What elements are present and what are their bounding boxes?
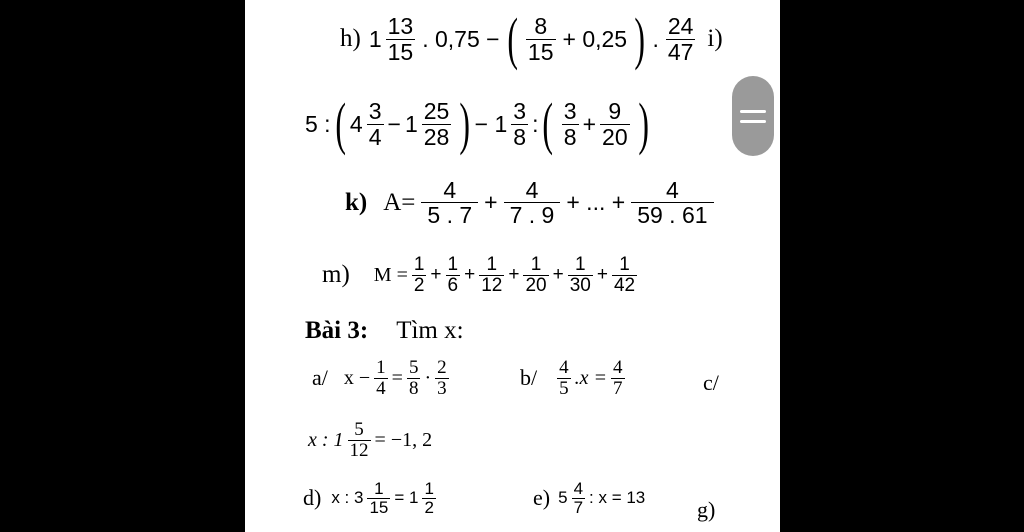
fraction: $\frac{13}{15}$ bbox=[387, 13, 414, 65]
fraction: $\frac{4}{5}$ bbox=[559, 357, 569, 399]
label-i: i) bbox=[707, 25, 723, 52]
exercise-i bbox=[305, 91, 653, 156]
label-g: g) bbox=[697, 497, 716, 522]
fraction: $\frac{1}{30}$ bbox=[569, 254, 591, 296]
term: : x = 13 bbox=[589, 488, 646, 508]
op: + bbox=[508, 264, 520, 286]
op: + bbox=[430, 264, 442, 286]
fraction: $\frac{4}{7}$ bbox=[613, 357, 623, 399]
label-k: k) bbox=[345, 188, 368, 216]
problem-e bbox=[533, 480, 645, 517]
fraction: $\frac{5}{8}$ bbox=[408, 357, 419, 399]
section-title: Bài 3: bbox=[305, 317, 369, 344]
op: + bbox=[484, 189, 498, 216]
fraction: $\frac{4}{59 . 61}$ bbox=[631, 178, 713, 227]
handle-bar bbox=[740, 120, 766, 123]
problem-c-label bbox=[703, 370, 719, 396]
label-m: m) bbox=[322, 261, 350, 289]
term: + 0,25 bbox=[562, 25, 628, 52]
label-d: d) bbox=[303, 485, 322, 511]
fraction: $\frac{1}{4}$ bbox=[376, 357, 386, 399]
term: = 1 bbox=[394, 488, 419, 508]
paren-close: ) bbox=[634, 6, 646, 71]
label-c: c/ bbox=[703, 370, 719, 395]
term: x : 1 bbox=[308, 428, 344, 451]
exercise-h bbox=[340, 6, 723, 71]
fraction: $\frac{3}{8}$ bbox=[563, 98, 577, 150]
problem-b bbox=[520, 358, 629, 399]
op: = bbox=[391, 366, 403, 389]
term: x − bbox=[343, 366, 371, 389]
op: + bbox=[552, 264, 564, 286]
label-b: b/ bbox=[520, 365, 538, 391]
op: : bbox=[532, 110, 539, 137]
fraction: $\frac{1}{42}$ bbox=[613, 254, 636, 296]
fraction: $\frac{1}{20}$ bbox=[525, 254, 547, 296]
dot: . bbox=[652, 25, 659, 52]
term: = −1, 2 bbox=[374, 428, 433, 451]
section-heading bbox=[305, 317, 464, 345]
term: M = bbox=[373, 263, 408, 286]
fraction: $\frac{8}{15}$ bbox=[527, 13, 554, 65]
op: + bbox=[596, 264, 608, 286]
label-h: h) bbox=[340, 25, 361, 52]
term: 5 : bbox=[305, 110, 331, 137]
fraction: $\frac{4}{7 . 9}$ bbox=[504, 178, 561, 227]
problem-g bbox=[697, 497, 715, 523]
section-task: Tìm x: bbox=[396, 317, 464, 344]
whole: 5 bbox=[558, 488, 568, 508]
paren-close: ) bbox=[637, 91, 649, 156]
exercise-m bbox=[322, 255, 641, 296]
op: · bbox=[424, 366, 432, 389]
term: + ... + bbox=[566, 189, 626, 216]
op: − bbox=[387, 110, 401, 137]
paren-close: ) bbox=[459, 91, 471, 156]
term: . 0,75 − bbox=[422, 25, 500, 52]
label-e: e) bbox=[533, 485, 551, 511]
whole: 1 bbox=[404, 110, 418, 137]
paren-open: ( bbox=[506, 6, 518, 71]
fraction: $\frac{9}{20}$ bbox=[602, 98, 628, 150]
problem-a bbox=[312, 358, 453, 399]
label-a: a/ bbox=[312, 365, 328, 391]
fraction: $\frac{4}{5 . 7}$ bbox=[421, 178, 478, 227]
whole: 4 bbox=[349, 110, 363, 137]
fraction: $\frac{2}{3}$ bbox=[437, 357, 447, 399]
op: + bbox=[464, 264, 476, 286]
fraction: $\frac{1}{2}$ bbox=[413, 254, 425, 296]
fraction: $\frac{1}{6}$ bbox=[447, 254, 459, 296]
handle-bar bbox=[740, 110, 766, 113]
paren-open: ( bbox=[542, 91, 554, 156]
term: .x = bbox=[574, 366, 607, 389]
fraction: $\frac{1}{2}$ bbox=[424, 479, 434, 517]
drag-handle-icon[interactable] bbox=[732, 76, 774, 156]
fraction: $\frac{1}{12}$ bbox=[481, 254, 503, 296]
fraction: $\frac{3}{8}$ bbox=[513, 98, 527, 150]
problem-d bbox=[303, 480, 440, 517]
fraction: $\frac{3}{4}$ bbox=[368, 98, 382, 150]
fraction: $\frac{5}{12}$ bbox=[349, 419, 369, 461]
paren-open: ( bbox=[334, 91, 346, 156]
fraction: $\frac{25}{28}$ bbox=[423, 98, 450, 150]
exercise-k bbox=[345, 178, 720, 227]
fraction: $\frac{4}{7}$ bbox=[573, 479, 584, 517]
term: x : 3 bbox=[331, 488, 364, 508]
op: + bbox=[582, 110, 597, 137]
fraction: $\frac{1}{15}$ bbox=[369, 479, 389, 517]
term: A= bbox=[383, 188, 416, 216]
term: − 1 bbox=[474, 110, 508, 137]
problem-c bbox=[308, 420, 432, 461]
whole: 1 bbox=[368, 25, 382, 52]
fraction: $\frac{24}{47}$ bbox=[667, 13, 694, 65]
